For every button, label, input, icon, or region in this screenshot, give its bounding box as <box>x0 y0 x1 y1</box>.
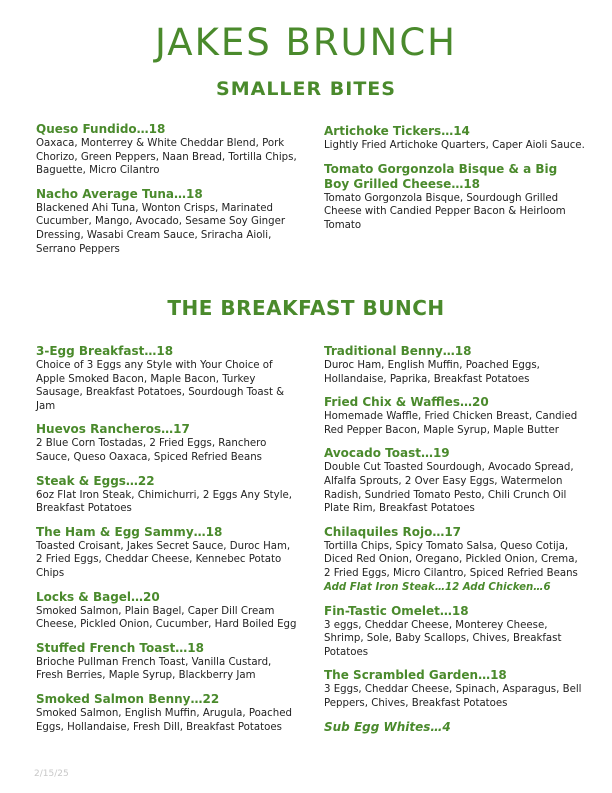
item-description: Lightly Fried Artichoke Quarters, Caper Aioli Sauce. <box>324 140 585 151</box>
item-add-on-note: Add Flat Iron Steak…12 Add Chicken…6 <box>324 581 551 593</box>
menu-item-tomato-gorgonzola-bisque <box>324 162 586 233</box>
item-description: Toasted Croisant, Jakes Secret Sauce, Duroc Ham, 2 Fried Eggs, Cheddar Cheese, Kennebec Potato Chips <box>36 540 291 579</box>
item-name: Avocado Toast…19 <box>324 446 450 461</box>
item-description: Double Cut Toasted Sourdough, Avocado Spread, Alfalfa Sprouts, 2 Over Easy Eggs, Watermelon Radish, Sundried Tomato Pesto, Chili Crunch Oil Plate Rim, Breakfast Potatoes <box>324 462 574 515</box>
item-description: Smoked Salmon, Plain Bagel, Caper Dill Cream Cheese, Pickled Onion, Cucumber, Hard Boiled Egg <box>36 605 297 631</box>
section-title-smaller-bites: SMALLER BITES <box>216 78 396 100</box>
menu-title: JAKES BRUNCH <box>155 21 457 64</box>
menu-item-artichoke-tickers <box>324 124 586 153</box>
menu-item-smoked-salmon-benny <box>36 692 298 734</box>
item-description: Brioche Pullman French Toast, Vanilla Custard, Fresh Berries, Maple Syrup, Blackberry Jam <box>36 656 272 682</box>
menu-item-traditional-benny <box>324 344 586 386</box>
item-description: Homemade Waffle, Fried Chicken Breast, Candied Red Pepper Bacon, Maple Syrup, Maple Butter <box>324 411 578 436</box>
item-description: 2 Blue Corn Tostadas, 2 Fried Eggs, Ranchero Sauce, Queso Oaxaca, Spiced Refried Beans <box>36 438 267 463</box>
menu-item-fried-chix-and-waffles <box>324 395 586 437</box>
smaller-bites-left-column <box>36 122 298 265</box>
item-name: Locks & Bagel…20 <box>36 589 160 604</box>
item-description: 3 Eggs, Cheddar Cheese, Spinach, Asparagus, Bell Peppers, Chives, Breakfast Potatoes <box>324 684 582 709</box>
item-name: Queso Fundido…18 <box>36 122 166 136</box>
item-description: 6oz Flat Iron Steak, Chimichurri, 2 Eggs Any Style, Breakfast Potatoes <box>36 489 293 515</box>
item-description: Tortilla Chips, Spicy Tomato Salsa, Queso Cotija, Diced Red Onion, Oregano, Pickled Onion, Crema, 2 Fried Eggs, Micro Cilantro, Spiced Refried Beans <box>324 540 578 579</box>
footer-date: 2/15/25 <box>34 769 69 779</box>
item-description: Choice of 3 Eggs any Style with Your Choice of Apple Smoked Bacon, Maple Bacon, Turkey Sausage, Breakfast Potatoes, Sourdough Toast & Jam <box>36 360 285 412</box>
menu-item-locks-and-bagel <box>36 590 298 632</box>
menu-item-sub-egg-whites <box>324 720 586 734</box>
item-name: Huevos Rancheros…17 <box>36 422 190 437</box>
item-name: Steak & Eggs…22 <box>36 473 155 488</box>
smaller-bites-right-column <box>324 124 586 241</box>
item-description: Oaxaca, Monterrey & White Cheddar Blend, Pork Chorizo, Green Peppers, Naan Bread, Tortilla Chips, Baguette, Micro Cilantro <box>36 138 297 177</box>
item-name: Traditional Benny…18 <box>324 344 472 358</box>
menu-item-huevos-rancheros <box>36 422 298 464</box>
menu-item-ham-and-egg-sammy <box>36 525 298 581</box>
menu-item-stuffed-french-toast <box>36 641 298 683</box>
breakfast-right-column <box>324 344 586 743</box>
menu-item-steak-and-eggs <box>36 474 298 516</box>
section-title-breakfast-bunch: THE BREAKFAST BUNCH <box>167 296 445 320</box>
breakfast-left-column <box>36 344 298 743</box>
menu-item-scrambled-garden <box>324 668 586 710</box>
item-description: Tomato Gorgonzola Bisque, Sourdough Grilled Cheese with Candied Pepper Bacon & Heirloom Tomato <box>324 192 566 231</box>
menu-item-avocado-toast <box>324 446 586 515</box>
item-description: Blackened Ahi Tuna, Wonton Crisps, Marinated Cucumber, Mango, Avocado, Sesame Soy Ginger Dressing, Wasabi Cream Sauce, Sriracha Aioli, Serrano Peppers <box>36 202 286 255</box>
item-name: Fried Chix & Waffles…20 <box>324 395 489 410</box>
item-name: 3-Egg Breakfast…18 <box>36 344 174 358</box>
item-description: Smoked Salmon, English Muffin, Arugula, Poached Eggs, Hollandaise, Fresh Dill, Breakfast Potatoes <box>36 707 292 733</box>
item-name: Smoked Salmon Benny…22 <box>36 691 220 706</box>
item-name: The Ham & Egg Sammy…18 <box>36 524 223 539</box>
item-name: The Scrambled Garden…18 <box>324 668 507 683</box>
menu-item-queso-fundido <box>36 122 298 178</box>
item-name: Sub Egg Whites…4 <box>324 719 451 734</box>
item-name: Chilaquiles Rojo…17 <box>324 524 462 539</box>
item-name: Fin-Tastic Omelet…18 <box>324 603 469 618</box>
item-name: Stuffed French Toast…18 <box>36 640 204 655</box>
item-name: Nacho Average Tuna…18 <box>36 186 203 201</box>
menu-item-chilaquiles-rojo <box>324 525 586 595</box>
menu-item-fin-tastic-omelet <box>324 604 586 660</box>
item-name: Artichoke Tickers…14 <box>324 124 470 138</box>
item-name: Tomato Gorgonzola Bisque & a Big Boy Grilled Cheese…18 <box>324 161 558 191</box>
menu-item-nacho-average-tuna <box>36 187 298 256</box>
item-description: Duroc Ham, English Muffin, Poached Eggs, Hollandaise, Paprika, Breakfast Potatoes <box>324 360 540 385</box>
item-description: 3 eggs, Cheddar Cheese, Monterey Cheese, Shrimp, Sole, Baby Scallops, Chives, Breakfast Potatoes <box>324 619 562 658</box>
menu-item-3-egg-breakfast <box>36 344 298 413</box>
